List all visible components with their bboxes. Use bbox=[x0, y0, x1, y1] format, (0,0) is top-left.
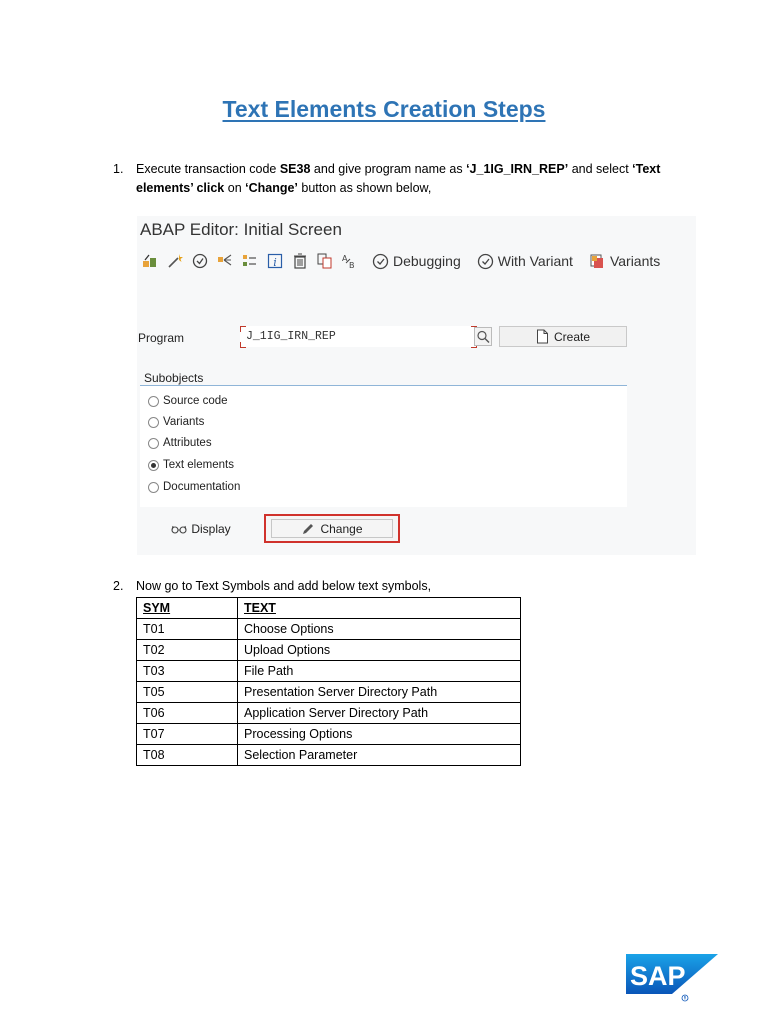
magic-wand-icon[interactable] bbox=[166, 252, 184, 270]
variants-icon bbox=[589, 253, 606, 270]
rename-icon[interactable] bbox=[341, 252, 359, 270]
where-used-icon[interactable] bbox=[241, 252, 259, 270]
search-icon bbox=[475, 328, 491, 345]
value-help-button[interactable] bbox=[474, 327, 492, 346]
radio-text-elements[interactable]: Text elements bbox=[148, 459, 234, 471]
sym-cell: T08 bbox=[137, 745, 238, 766]
radio-button-selected[interactable] bbox=[148, 460, 159, 471]
page-title: Text Elements Creation Steps bbox=[222, 96, 546, 122]
text-symbols-table bbox=[136, 597, 521, 766]
copy-icon[interactable] bbox=[316, 252, 334, 270]
pencil-icon bbox=[301, 522, 315, 536]
sap-logo bbox=[626, 954, 718, 1002]
required-corner bbox=[240, 342, 246, 348]
info-icon[interactable] bbox=[266, 252, 284, 270]
table-row bbox=[137, 724, 521, 745]
radio-button[interactable] bbox=[148, 482, 159, 493]
column-header-text: TEXT bbox=[238, 598, 521, 619]
text-cell: Upload Options bbox=[238, 640, 521, 661]
table-row bbox=[137, 640, 521, 661]
change-button[interactable]: Change bbox=[264, 514, 400, 543]
execute-variant-icon bbox=[477, 253, 494, 270]
other-object-icon[interactable] bbox=[141, 252, 159, 270]
required-corner bbox=[240, 326, 246, 332]
with-variant-button[interactable]: With Variant bbox=[477, 253, 573, 270]
sap-screenshot bbox=[137, 216, 696, 555]
delete-icon[interactable] bbox=[291, 252, 309, 270]
window-title: ABAP Editor: Initial Screen bbox=[140, 220, 342, 239]
text-cell: File Path bbox=[238, 661, 521, 682]
table-row bbox=[137, 682, 521, 703]
subobjects-group bbox=[140, 386, 627, 507]
program-input[interactable]: J_1IG_IRN_REP bbox=[240, 326, 476, 347]
svg-text:A: A bbox=[342, 254, 348, 263]
activate-icon[interactable] bbox=[216, 252, 234, 270]
variants-button[interactable]: Variants bbox=[589, 253, 660, 270]
glasses-icon bbox=[171, 524, 187, 534]
table-row bbox=[137, 661, 521, 682]
step-2-text: Now go to Text Symbols and add below text symbols, bbox=[136, 579, 432, 593]
step-1-text: Execute transaction code SE38 and give program name as ‘J_1IG_IRN_REP’ and select ‘Text elements’ click on ‘Change’ button as shown below, bbox=[136, 162, 661, 195]
sym-cell: T02 bbox=[137, 640, 238, 661]
toolbar bbox=[141, 250, 670, 272]
table-row bbox=[137, 703, 521, 724]
table-header-row bbox=[137, 598, 521, 619]
radio-attributes[interactable]: Attributes bbox=[148, 437, 212, 449]
subobjects-heading: Subobjects bbox=[144, 371, 204, 385]
text-cell: Application Server Directory Path bbox=[238, 703, 521, 724]
table-row bbox=[137, 619, 521, 640]
column-header-sym: SYM bbox=[137, 598, 238, 619]
svg-text:B: B bbox=[349, 261, 355, 270]
text-cell: Choose Options bbox=[238, 619, 521, 640]
svg-text:SAP: SAP bbox=[630, 961, 686, 991]
radio-button[interactable] bbox=[148, 396, 159, 407]
action-bar bbox=[140, 516, 690, 542]
svg-text:i: i bbox=[273, 256, 277, 269]
debugging-button[interactable]: Debugging bbox=[372, 253, 461, 270]
sym-cell: T06 bbox=[137, 703, 238, 724]
sym-cell: T03 bbox=[137, 661, 238, 682]
svg-text:R: R bbox=[683, 995, 687, 1001]
program-label: Program bbox=[138, 331, 185, 345]
display-button[interactable]: Display bbox=[140, 516, 262, 542]
check-icon[interactable] bbox=[191, 252, 209, 270]
sym-cell: T07 bbox=[137, 724, 238, 745]
sym-cell: T01 bbox=[137, 619, 238, 640]
radio-button[interactable] bbox=[148, 438, 159, 449]
text-cell: Processing Options bbox=[238, 724, 521, 745]
step-number: 2. bbox=[113, 579, 124, 593]
create-button[interactable]: Create bbox=[499, 326, 627, 347]
radio-variants[interactable]: Variants bbox=[148, 416, 204, 428]
text-cell: Presentation Server Directory Path bbox=[238, 682, 521, 703]
radio-documentation[interactable]: Documentation bbox=[148, 481, 240, 493]
radio-button[interactable] bbox=[148, 417, 159, 428]
new-document-icon bbox=[536, 329, 549, 344]
step-number: 1. bbox=[113, 162, 124, 176]
debug-icon bbox=[372, 253, 389, 270]
table-row bbox=[137, 745, 521, 766]
sym-cell: T05 bbox=[137, 682, 238, 703]
radio-source-code[interactable]: Source code bbox=[148, 395, 228, 407]
text-cell: Selection Parameter bbox=[238, 745, 521, 766]
